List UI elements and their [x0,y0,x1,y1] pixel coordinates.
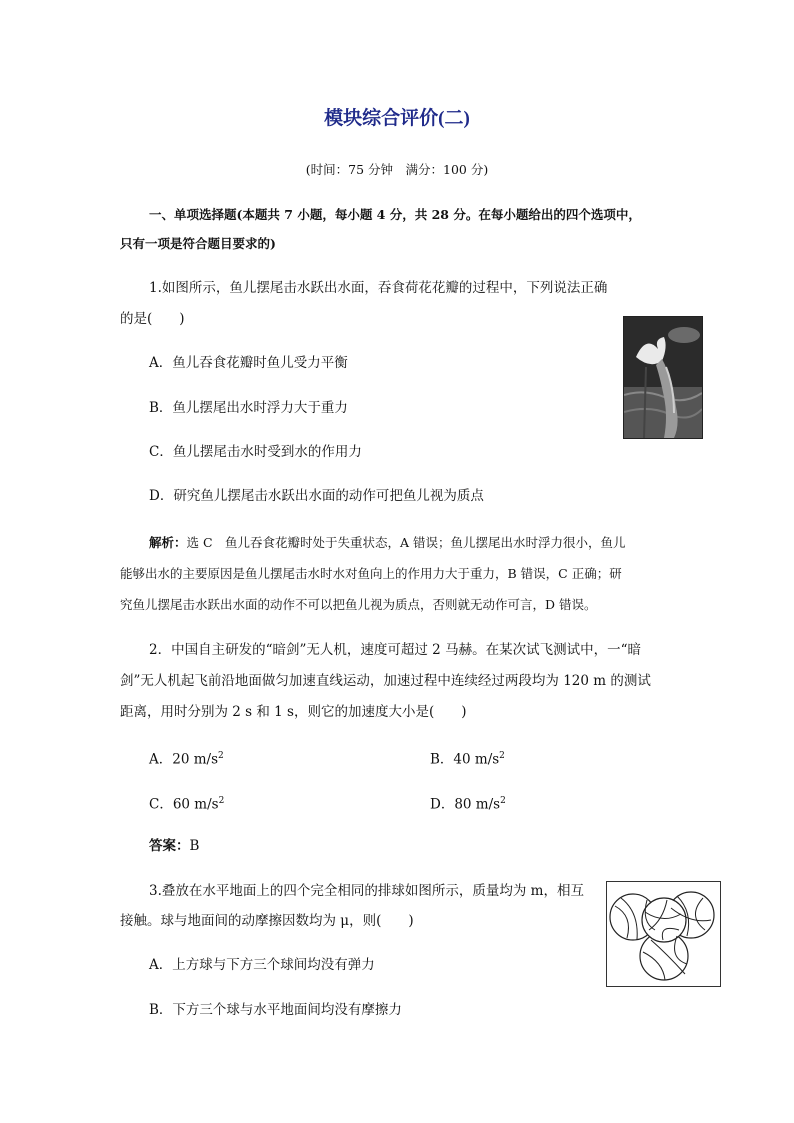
q2-stem-cont: 剑”无人机起飞前沿地面做匀加速直线运动，加速过程中连续经过两段均为 120 m 的测试 [120,673,651,689]
q3-option-a: A．上方球与下方三个球间均没有弹力 [149,957,375,973]
q1-analysis-line [149,533,626,553]
section-heading: 一、单项选择题(本题共 7 小题，每小题 4 分，共 28 分。在每小题给出的四个选项中， [149,207,641,222]
analysis-label: 解析： [149,535,187,550]
fish-lotus-photo [623,316,703,439]
analysis-text: 选 C 鱼儿吞食花瓣时处于失重状态，A 错误；鱼儿摆尾出水时浮力很小，鱼儿 [186,535,626,550]
q1-option-a: A．鱼儿吞食花瓣时鱼儿受力平衡 [149,355,348,371]
q1-analysis-line3: 究鱼儿摆尾击水跃出水面的动作不可以把鱼儿视为质点，否则就无动作可言，D 错误。 [120,597,597,612]
q3-stem: 3.叠放在水平地面上的四个完全相同的排球如图所示，质量均为 m，相互 [149,883,584,899]
q2-option-d: D．80 $m/s^2$ [430,796,506,813]
q1-stem-cont: 的是( ) [120,311,185,327]
section-heading-cont: 只有一项是符合题目要求的) [120,236,276,251]
q2-option-b: B．40 $m/s^2$ [430,751,505,768]
q1-option-b: B．鱼儿摆尾出水时浮力大于重力 [149,400,348,416]
q2-option-a: A．20 $m/s^2$ [149,751,224,768]
q3-option-b: B．下方三个球与水平地面间均没有摩擦力 [149,1002,402,1018]
q3-stem-cont: 接触。球与地面间的动摩擦因数均为 μ，则( ) [120,913,414,929]
q2-stem: 2．中国自主研发的“暗剑”无人机，速度可超过 2 马赫。在某次试飞测试中，一“暗 [149,642,641,658]
q1-option-c: C．鱼儿摆尾击水时受到水的作用力 [149,444,362,460]
q1-analysis-line2: 能够出水的主要原因是鱼儿摆尾击水时水对鱼向上的作用力大于重力，B 错误，C 正确；研 [120,566,622,581]
q2-option-c: C．60 $m/s^2$ [149,796,225,813]
q1-option-d: D．研究鱼儿摆尾击水跃出水面的动作可把鱼儿视为质点 [149,488,484,504]
page-title: 模块综合评价(二) [324,108,470,129]
q2-answer: 答案：B [149,838,200,854]
q1-stem: 1.如图所示，鱼儿摆尾击水跃出水面，吞食荷花花瓣的过程中，下列说法正确 [149,280,608,296]
exam-info: (时间：75 分钟 满分：100 分) [305,162,489,177]
q2-stem-cont2: 距离，用时分别为 2 s 和 1 s，则它的加速度大小是( ) [120,704,467,720]
volleyball-stack-figure [606,881,721,987]
